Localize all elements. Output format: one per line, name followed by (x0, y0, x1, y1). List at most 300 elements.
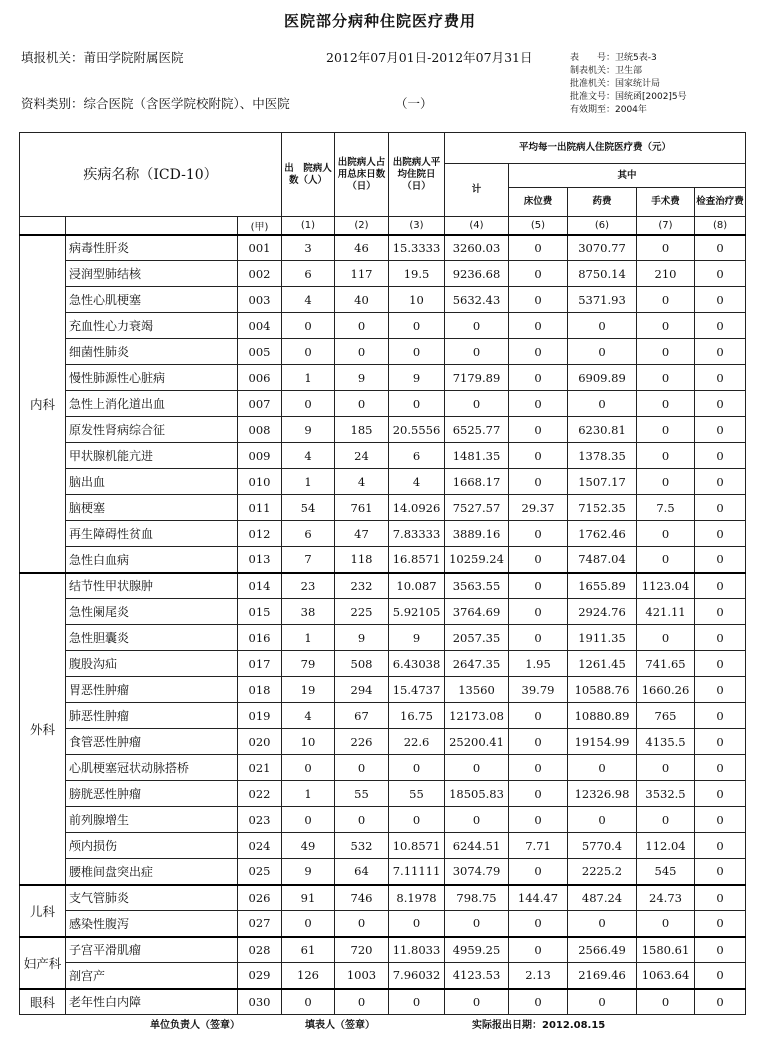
disease-code: 003 (238, 287, 282, 313)
table-maker: 制表机关：卫生部 (570, 66, 643, 76)
value-cell-c6: 10880.89 (568, 703, 637, 729)
value-cell-c6: 1378.35 (568, 443, 637, 469)
table-row (20, 313, 746, 339)
value-cell-c6: 1261.45 (568, 651, 637, 677)
value-cell-c2: 294 (335, 677, 389, 703)
index-label: (3) (389, 217, 445, 235)
value-cell-c6: 2924.76 (568, 599, 637, 625)
index-blank (66, 217, 238, 235)
disease-name: 膀胱恶性肿瘤 (66, 781, 238, 807)
value-cell-c8: 0 (695, 989, 746, 1015)
value-cell-c7: 0 (637, 807, 695, 833)
disease-code: 019 (238, 703, 282, 729)
table-row (20, 599, 746, 625)
disease-code: 027 (238, 911, 282, 937)
department-label: 眼科 (20, 989, 66, 1015)
value-cell-c5: 0 (509, 235, 568, 261)
value-cell-c4: 1668.17 (445, 469, 509, 495)
value-cell-c4: 7527.57 (445, 495, 509, 521)
value-cell-c4: 0 (445, 313, 509, 339)
disease-code: 026 (238, 885, 282, 911)
value-cell-c3: 7.83333 (389, 521, 445, 547)
table-row (20, 573, 746, 599)
value-cell-c1: 6 (282, 521, 335, 547)
value-cell-c8: 0 (695, 521, 746, 547)
value-cell-c1: 23 (282, 573, 335, 599)
value-cell-c8: 0 (695, 833, 746, 859)
index-label: (4) (445, 217, 509, 235)
value-cell-c1: 1 (282, 469, 335, 495)
value-cell-c7: 741.65 (637, 651, 695, 677)
table-row (20, 547, 746, 573)
page-title: 医院部分病种住院医疗费用 (283, 12, 476, 30)
value-cell-c3: 10 (389, 287, 445, 313)
value-cell-c1: 0 (282, 989, 335, 1015)
disease-code: 030 (238, 989, 282, 1015)
value-cell-c4: 0 (445, 989, 509, 1015)
cost-table (19, 132, 746, 1015)
disease-code: 017 (238, 651, 282, 677)
value-cell-c2: 232 (335, 573, 389, 599)
disease-name: 感染性腹泻 (66, 911, 238, 937)
value-cell-c8: 0 (695, 443, 746, 469)
value-cell-c5: 0 (509, 573, 568, 599)
disease-name: 剖宫产 (66, 963, 238, 989)
value-cell-c5: 29.37 (509, 495, 568, 521)
disease-code: 013 (238, 547, 282, 573)
value-cell-c8: 0 (695, 807, 746, 833)
value-cell-c5: 0 (509, 521, 568, 547)
department-label: 外科 (20, 573, 66, 885)
value-cell-c6: 0 (568, 313, 637, 339)
disease-name: 细菌性肺炎 (66, 339, 238, 365)
table-row (20, 495, 746, 521)
table-row (20, 937, 746, 963)
table-row (20, 729, 746, 755)
value-cell-c2: 508 (335, 651, 389, 677)
value-cell-c1: 1 (282, 781, 335, 807)
disease-code: 021 (238, 755, 282, 781)
value-cell-c5: 1.95 (509, 651, 568, 677)
disease-name: 急性心肌梗塞 (66, 287, 238, 313)
drug-fee-header: 药费 (568, 188, 637, 217)
value-cell-c1: 79 (282, 651, 335, 677)
avg-cost-group-header: 平均每一出院病人住院医疗费（元） (445, 133, 746, 164)
value-cell-c4: 3764.69 (445, 599, 509, 625)
index-row (20, 217, 746, 235)
filler-signature: 填表人（签章） (305, 1020, 375, 1031)
disease-code: 024 (238, 833, 282, 859)
value-cell-c2: 47 (335, 521, 389, 547)
value-cell-c4: 0 (445, 755, 509, 781)
value-cell-c4: 6244.51 (445, 833, 509, 859)
disease-code: 023 (238, 807, 282, 833)
surgery-fee-header: 手术费 (637, 188, 695, 217)
value-cell-c7: 0 (637, 443, 695, 469)
value-cell-c7: 545 (637, 859, 695, 885)
value-cell-c3: 16.75 (389, 703, 445, 729)
value-cell-c3: 8.1978 (389, 885, 445, 911)
value-cell-c1: 54 (282, 495, 335, 521)
value-cell-c2: 761 (335, 495, 389, 521)
disease-code: 029 (238, 963, 282, 989)
value-cell-c7: 0 (637, 989, 695, 1015)
value-cell-c5: 0 (509, 339, 568, 365)
value-cell-c4: 4123.53 (445, 963, 509, 989)
table-row (20, 469, 746, 495)
disease-code: 028 (238, 937, 282, 963)
value-cell-c5: 0 (509, 703, 568, 729)
value-cell-c4: 798.75 (445, 885, 509, 911)
value-cell-c6: 8750.14 (568, 261, 637, 287)
value-cell-c6: 2225.2 (568, 859, 637, 885)
value-cell-c2: 9 (335, 365, 389, 391)
value-cell-c3: 6.43038 (389, 651, 445, 677)
value-cell-c3: 16.8571 (389, 547, 445, 573)
value-cell-c4: 6525.77 (445, 417, 509, 443)
value-cell-c4: 18505.83 (445, 781, 509, 807)
table-row (20, 885, 746, 911)
value-cell-c8: 0 (695, 911, 746, 937)
value-cell-c6: 19154.99 (568, 729, 637, 755)
of-which-header: 其中 (509, 164, 746, 188)
value-cell-c6: 6909.89 (568, 365, 637, 391)
value-cell-c8: 0 (695, 287, 746, 313)
value-cell-c4: 12173.08 (445, 703, 509, 729)
report-period: 2012年07月01日-2012年07月31日 (326, 50, 533, 65)
value-cell-c4: 3563.55 (445, 573, 509, 599)
value-cell-c5: 0 (509, 547, 568, 573)
value-cell-c5: 0 (509, 781, 568, 807)
value-cell-c2: 4 (335, 469, 389, 495)
value-cell-c6: 7152.35 (568, 495, 637, 521)
value-cell-c6: 1911.35 (568, 625, 637, 651)
value-cell-c1: 49 (282, 833, 335, 859)
value-cell-c1: 61 (282, 937, 335, 963)
value-cell-c8: 0 (695, 547, 746, 573)
value-cell-c1: 9 (282, 859, 335, 885)
department-label: 内科 (20, 235, 66, 573)
value-cell-c1: 4 (282, 443, 335, 469)
disease-name: 浸润型肺结核 (66, 261, 238, 287)
value-cell-c3: 0 (389, 339, 445, 365)
value-cell-c4: 10259.24 (445, 547, 509, 573)
index-label: (甲) (238, 217, 282, 235)
disease-code: 011 (238, 495, 282, 521)
value-cell-c2: 55 (335, 781, 389, 807)
value-cell-c7: 421.11 (637, 599, 695, 625)
department-label: 妇产科 (20, 937, 66, 989)
table-row (20, 703, 746, 729)
value-cell-c2: 0 (335, 391, 389, 417)
value-cell-c4: 13560 (445, 677, 509, 703)
value-cell-c7: 0 (637, 339, 695, 365)
value-cell-c8: 0 (695, 469, 746, 495)
value-cell-c3: 7.11111 (389, 859, 445, 885)
table-row (20, 261, 746, 287)
value-cell-c7: 0 (637, 391, 695, 417)
value-cell-c8: 0 (695, 417, 746, 443)
value-cell-c7: 0 (637, 625, 695, 651)
value-cell-c2: 64 (335, 859, 389, 885)
value-cell-c6: 5770.4 (568, 833, 637, 859)
reporting-org: 填报机关：莆田学院附属医院 (21, 50, 184, 65)
value-cell-c1: 38 (282, 599, 335, 625)
value-cell-c1: 4 (282, 703, 335, 729)
value-cell-c4: 9236.68 (445, 261, 509, 287)
value-cell-c3: 9 (389, 365, 445, 391)
value-cell-c7: 7.5 (637, 495, 695, 521)
table-row (20, 677, 746, 703)
value-cell-c5: 0 (509, 261, 568, 287)
value-cell-c4: 4959.25 (445, 937, 509, 963)
value-cell-c2: 1003 (335, 963, 389, 989)
data-category: 资料类别：综合医院（含医学院校附院）、中医院 (21, 96, 290, 111)
disease-code: 007 (238, 391, 282, 417)
value-cell-c8: 0 (695, 729, 746, 755)
value-cell-c5: 0 (509, 729, 568, 755)
table-row (20, 365, 746, 391)
table-row (20, 625, 746, 651)
value-cell-c7: 24.73 (637, 885, 695, 911)
value-cell-c4: 1481.35 (445, 443, 509, 469)
value-cell-c3: 4 (389, 469, 445, 495)
value-cell-c7: 0 (637, 911, 695, 937)
value-cell-c1: 1 (282, 625, 335, 651)
index-label: (2) (335, 217, 389, 235)
value-cell-c7: 1063.64 (637, 963, 695, 989)
disease-name: 慢性肺源性心脏病 (66, 365, 238, 391)
value-cell-c8: 0 (695, 599, 746, 625)
disease-name: 病毒性肝炎 (66, 235, 238, 261)
value-cell-c2: 67 (335, 703, 389, 729)
disease-name: 急性胆囊炎 (66, 625, 238, 651)
value-cell-c4: 0 (445, 911, 509, 937)
form-metadata (570, 52, 687, 117)
value-cell-c2: 9 (335, 625, 389, 651)
table-row (20, 963, 746, 989)
value-cell-c3: 55 (389, 781, 445, 807)
disease-name: 充血性心力衰竭 (66, 313, 238, 339)
value-cell-c6: 1507.17 (568, 469, 637, 495)
disease-code: 020 (238, 729, 282, 755)
bed-days-header: 出院病人占用总床日数（日） (335, 133, 389, 217)
value-cell-c1: 1 (282, 365, 335, 391)
value-cell-c1: 0 (282, 391, 335, 417)
value-cell-c5: 0 (509, 417, 568, 443)
value-cell-c3: 0 (389, 989, 445, 1015)
value-cell-c8: 0 (695, 859, 746, 885)
table-row (20, 859, 746, 885)
value-cell-c4: 3260.03 (445, 235, 509, 261)
value-cell-c6: 1655.89 (568, 573, 637, 599)
value-cell-c7: 0 (637, 755, 695, 781)
disease-name: 心肌梗塞冠状动脉搭桥 (66, 755, 238, 781)
value-cell-c4: 3889.16 (445, 521, 509, 547)
value-cell-c7: 1660.26 (637, 677, 695, 703)
value-cell-c2: 185 (335, 417, 389, 443)
total-header: 计 (445, 164, 509, 217)
value-cell-c5: 0 (509, 807, 568, 833)
value-cell-c5: 0 (509, 989, 568, 1015)
table-number: 表 号：卫统5表-3 (570, 53, 657, 63)
value-cell-c6: 0 (568, 911, 637, 937)
value-cell-c1: 9 (282, 417, 335, 443)
value-cell-c7: 3532.5 (637, 781, 695, 807)
value-cell-c1: 19 (282, 677, 335, 703)
value-cell-c5: 7.71 (509, 833, 568, 859)
value-cell-c6: 0 (568, 391, 637, 417)
value-cell-c7: 0 (637, 313, 695, 339)
index-label: (6) (568, 217, 637, 235)
value-cell-c8: 0 (695, 937, 746, 963)
exam-fee-header: 检查治疗费 (695, 188, 746, 217)
disease-code: 025 (238, 859, 282, 885)
value-cell-c7: 0 (637, 469, 695, 495)
value-cell-c2: 118 (335, 547, 389, 573)
value-cell-c7: 0 (637, 521, 695, 547)
value-cell-c8: 0 (695, 651, 746, 677)
value-cell-c6: 1762.46 (568, 521, 637, 547)
value-cell-c5: 0 (509, 625, 568, 651)
disease-name: 肺恶性肿瘤 (66, 703, 238, 729)
value-cell-c3: 20.5556 (389, 417, 445, 443)
value-cell-c7: 765 (637, 703, 695, 729)
value-cell-c7: 0 (637, 547, 695, 573)
bed-fee-header: 床位费 (509, 188, 568, 217)
disease-code: 012 (238, 521, 282, 547)
value-cell-c4: 0 (445, 807, 509, 833)
index-label: (7) (637, 217, 695, 235)
approval-document: 批准文号：国统函[2002]5号 (570, 92, 687, 102)
index-label: (1) (282, 217, 335, 235)
value-cell-c2: 46 (335, 235, 389, 261)
disease-name: 脑出血 (66, 469, 238, 495)
disease-name: 颅内损伤 (66, 833, 238, 859)
disease-name: 结节性甲状腺肿 (66, 573, 238, 599)
value-cell-c8: 0 (695, 625, 746, 651)
disease-name: 胃恶性肿瘤 (66, 677, 238, 703)
disease-name: 急性上消化道出血 (66, 391, 238, 417)
unit-head-signature: 单位负责人（签章） (150, 1020, 240, 1031)
value-cell-c5: 2.13 (509, 963, 568, 989)
value-cell-c6: 7487.04 (568, 547, 637, 573)
value-cell-c6: 2566.49 (568, 937, 637, 963)
value-cell-c3: 9 (389, 625, 445, 651)
value-cell-c8: 0 (695, 885, 746, 911)
value-cell-c6: 0 (568, 989, 637, 1015)
disease-code: 015 (238, 599, 282, 625)
value-cell-c3: 5.92105 (389, 599, 445, 625)
value-cell-c2: 225 (335, 599, 389, 625)
disease-code: 004 (238, 313, 282, 339)
value-cell-c5: 144.47 (509, 885, 568, 911)
disease-code: 010 (238, 469, 282, 495)
value-cell-c4: 5632.43 (445, 287, 509, 313)
value-cell-c3: 0 (389, 391, 445, 417)
value-cell-c2: 40 (335, 287, 389, 313)
value-cell-c8: 0 (695, 235, 746, 261)
disease-code: 008 (238, 417, 282, 443)
value-cell-c4: 2647.35 (445, 651, 509, 677)
disease-name: 食管恶性肿瘤 (66, 729, 238, 755)
value-cell-c8: 0 (695, 495, 746, 521)
value-cell-c5: 0 (509, 443, 568, 469)
value-cell-c6: 0 (568, 755, 637, 781)
value-cell-c6: 487.24 (568, 885, 637, 911)
value-cell-c3: 0 (389, 755, 445, 781)
disease-name: 子宫平滑肌瘤 (66, 937, 238, 963)
value-cell-c6: 5371.93 (568, 287, 637, 313)
value-cell-c3: 0 (389, 911, 445, 937)
value-cell-c7: 1123.04 (637, 573, 695, 599)
disease-code: 018 (238, 677, 282, 703)
department-label: 儿科 (20, 885, 66, 937)
value-cell-c6: 12326.98 (568, 781, 637, 807)
value-cell-c5: 39.79 (509, 677, 568, 703)
value-cell-c8: 0 (695, 755, 746, 781)
table-row (20, 989, 746, 1015)
value-cell-c4: 3074.79 (445, 859, 509, 885)
value-cell-c1: 3 (282, 235, 335, 261)
table-row (20, 755, 746, 781)
value-cell-c3: 15.3333 (389, 235, 445, 261)
value-cell-c3: 11.8033 (389, 937, 445, 963)
value-cell-c1: 10 (282, 729, 335, 755)
table-row (20, 417, 746, 443)
value-cell-c3: 19.5 (389, 261, 445, 287)
value-cell-c7: 210 (637, 261, 695, 287)
value-cell-c2: 0 (335, 339, 389, 365)
disease-name: 老年性白内障 (66, 989, 238, 1015)
value-cell-c5: 0 (509, 287, 568, 313)
table-row (20, 443, 746, 469)
value-cell-c1: 0 (282, 911, 335, 937)
value-cell-c8: 0 (695, 391, 746, 417)
table-row (20, 339, 746, 365)
value-cell-c6: 10588.76 (568, 677, 637, 703)
value-cell-c3: 0 (389, 313, 445, 339)
table-row (20, 911, 746, 937)
disease-code: 001 (238, 235, 282, 261)
value-cell-c1: 0 (282, 755, 335, 781)
value-cell-c1: 0 (282, 313, 335, 339)
value-cell-c6: 0 (568, 339, 637, 365)
value-cell-c6: 0 (568, 807, 637, 833)
value-cell-c2: 0 (335, 911, 389, 937)
value-cell-c3: 15.4737 (389, 677, 445, 703)
value-cell-c8: 0 (695, 703, 746, 729)
value-cell-c2: 226 (335, 729, 389, 755)
value-cell-c3: 10.8571 (389, 833, 445, 859)
value-cell-c3: 22.6 (389, 729, 445, 755)
value-cell-c8: 0 (695, 313, 746, 339)
value-cell-c3: 7.96032 (389, 963, 445, 989)
value-cell-c7: 112.04 (637, 833, 695, 859)
value-cell-c1: 0 (282, 807, 335, 833)
disease-name: 急性阑尾炎 (66, 599, 238, 625)
value-cell-c5: 0 (509, 859, 568, 885)
value-cell-c4: 25200.41 (445, 729, 509, 755)
value-cell-c8: 0 (695, 781, 746, 807)
table-row (20, 781, 746, 807)
value-cell-c1: 91 (282, 885, 335, 911)
value-cell-c5: 0 (509, 911, 568, 937)
table-row (20, 391, 746, 417)
value-cell-c4: 0 (445, 339, 509, 365)
value-cell-c8: 0 (695, 677, 746, 703)
index-blank (20, 217, 66, 235)
